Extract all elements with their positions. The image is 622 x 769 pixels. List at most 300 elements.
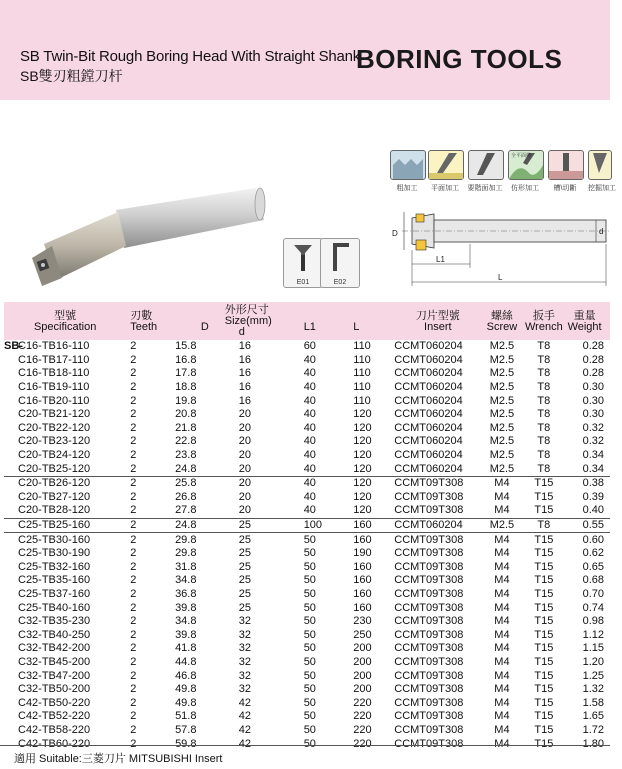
cell-L1 (290, 491, 354, 505)
cell-value-L: 110 (353, 394, 371, 407)
cell-insert (390, 656, 481, 670)
cell-value-L: 190 (353, 547, 372, 560)
cell-weight (565, 669, 610, 683)
cell-spec (4, 408, 126, 422)
cell-value-L: 120 (353, 449, 372, 462)
cell-value-teeth: 2 (130, 710, 137, 723)
insert-e02 (320, 238, 360, 288)
cell-screw (481, 408, 522, 422)
cell-value-screw: M2.5 (489, 408, 515, 421)
cell-value-teeth: 2 (130, 655, 137, 668)
cell-value-D: 29.8 (175, 533, 197, 546)
cell-value-insert: CCMT060204 (394, 449, 463, 462)
cell-value-d: 32 (238, 642, 251, 655)
cell-weight (565, 574, 610, 588)
cell-wrench (523, 601, 566, 615)
cell-L (353, 394, 390, 408)
cell-weight (565, 601, 610, 615)
cell-value-spec: C16-TB19-110 (18, 381, 90, 394)
cell-value-wrench: T8 (537, 367, 551, 380)
cell-value-d: 25 (238, 533, 251, 546)
cell-spec (4, 601, 126, 615)
cell-L (353, 408, 390, 422)
cell-screw (481, 354, 522, 368)
cell-L1 (290, 394, 354, 408)
cell-weight (565, 340, 610, 354)
table-row (4, 422, 610, 436)
cell-value-teeth: 2 (130, 533, 137, 546)
cell-value-teeth: 2 (130, 462, 137, 475)
cell-D (169, 340, 235, 354)
cell-value-spec: C25-TB40-160 (18, 601, 91, 614)
cell-value-weight: 1.15 (582, 642, 604, 655)
cell-insert (390, 696, 481, 710)
cell-value-weight: 1.32 (582, 683, 604, 696)
digging-icon (588, 150, 612, 180)
cell-value-spec: C42-TB52-220 (18, 710, 91, 723)
cell-L1 (290, 518, 354, 533)
cell-screw (481, 642, 522, 656)
cell-value-d: 20 (238, 462, 251, 475)
cell-D (169, 696, 235, 710)
cell-spec (4, 574, 126, 588)
cell-value-screw: M2.5 (489, 435, 515, 448)
cell-spec (4, 656, 126, 670)
cell-value-screw: M2.5 (489, 353, 515, 366)
cell-D (169, 435, 235, 449)
cell-wrench (523, 724, 566, 738)
cell-value-weight: 0.39 (582, 490, 604, 503)
cell-value-weight: 0.98 (582, 615, 604, 628)
cell-spec (4, 615, 126, 629)
cell-value-insert: CCMT09T308 (394, 490, 464, 503)
cell-value-insert: CCMT060204 (394, 435, 463, 448)
cell-L1 (290, 574, 354, 588)
cell-value-insert: CCMT09T308 (394, 737, 464, 750)
cell-value-L1: 40 (303, 421, 316, 434)
cell-wrench (523, 696, 566, 710)
cell-value-D: 25.8 (175, 477, 197, 490)
cell-D (169, 683, 235, 697)
cell-L1 (290, 367, 354, 381)
cell-value-teeth: 2 (130, 504, 137, 517)
cell-value-wrench: T15 (534, 477, 554, 490)
table-row (4, 601, 610, 615)
cell-value-weight: 1.58 (582, 696, 604, 709)
cell-screw (481, 381, 522, 395)
table-row (4, 588, 610, 602)
cell-D (169, 547, 235, 561)
cell-spec (4, 435, 126, 449)
cell-L (353, 615, 390, 629)
cell-L1 (290, 422, 354, 436)
cell-value-spec: C16-TB17-110 (18, 353, 90, 366)
cell-value-L1: 100 (303, 519, 323, 532)
spec-prefix: SB- (4, 340, 23, 353)
cell-value-teeth: 2 (130, 435, 137, 448)
cell-d (235, 588, 290, 602)
cell-value-L1: 50 (303, 587, 316, 600)
cell-value-teeth: 2 (130, 628, 137, 641)
cell-value-D: 27.8 (175, 504, 197, 517)
cell-value-spec: C16-TB18-110 (18, 367, 90, 380)
header-d: 外形尺寸Size(mm) d (224, 304, 272, 338)
cell-d (235, 394, 290, 408)
cell-value-spec: C25-TB30-190 (18, 547, 91, 560)
cell-D (169, 408, 235, 422)
table-row (4, 518, 610, 533)
cell-value-spec: C32-TB40-250 (18, 628, 91, 641)
cell-teeth (126, 354, 169, 368)
cell-L1 (290, 601, 354, 615)
cell-value-insert: CCMT09T308 (394, 601, 464, 614)
cell-value-d: 16 (238, 353, 251, 366)
cell-value-wrench: T8 (537, 408, 551, 421)
cell-D (169, 518, 235, 533)
cell-value-weight: 0.32 (582, 435, 604, 448)
cell-teeth (126, 340, 169, 354)
cell-teeth (126, 588, 169, 602)
cell-value-L: 220 (353, 710, 372, 723)
table-row (4, 533, 610, 547)
cell-value-L1: 40 (303, 353, 316, 366)
cell-value-weight: 1.25 (582, 669, 604, 682)
cell-value-d: 42 (238, 737, 251, 750)
cell-D (169, 462, 235, 476)
cell-value-d: 25 (238, 574, 251, 587)
cell-teeth (126, 724, 169, 738)
cell-L (353, 354, 390, 368)
cell-value-screw: M4 (494, 723, 510, 736)
tool-drawing (382, 208, 610, 292)
cell-D (169, 628, 235, 642)
cell-D (169, 354, 235, 368)
cell-value-d: 20 (238, 435, 251, 448)
cell-screw (481, 615, 522, 629)
cell-value-teeth: 2 (130, 683, 137, 696)
cell-teeth (126, 476, 169, 490)
cell-value-screw: M4 (494, 669, 510, 682)
cell-weight (565, 724, 610, 738)
cell-value-L1: 60 (303, 340, 316, 353)
cell-value-wrench: T15 (534, 574, 554, 587)
cell-d (235, 422, 290, 436)
cell-d (235, 628, 290, 642)
cell-value-D: 49.8 (175, 683, 197, 696)
cell-D (169, 669, 235, 683)
cell-teeth (126, 408, 169, 422)
cell-value-D: 26.8 (175, 490, 197, 503)
cell-value-spec: C16-TB16-110 (18, 340, 90, 353)
cell-wrench (523, 462, 566, 476)
cell-D (169, 422, 235, 436)
cell-value-L1: 50 (303, 628, 316, 641)
cell-wrench (523, 504, 566, 518)
cell-teeth (126, 615, 169, 629)
cell-value-D: 24.8 (175, 462, 197, 475)
cell-value-weight: 0.34 (582, 449, 604, 462)
cell-spec (4, 642, 126, 656)
cell-wrench (523, 476, 566, 490)
cell-teeth (126, 561, 169, 575)
label-d: d (599, 227, 604, 236)
cell-value-d: 25 (238, 601, 251, 614)
cell-weight (565, 518, 610, 533)
cell-value-L1: 40 (303, 449, 316, 462)
cell-L (353, 696, 390, 710)
cell-d (235, 340, 290, 354)
cell-value-L: 120 (353, 504, 372, 517)
cell-value-D: 17.8 (175, 367, 197, 380)
cell-L1 (290, 547, 354, 561)
cell-value-weight: 0.30 (582, 381, 604, 394)
cell-value-wrench: T15 (534, 737, 554, 750)
cell-value-d: 20 (238, 477, 251, 490)
cell-D (169, 476, 235, 490)
cell-screw (481, 669, 522, 683)
cell-value-d: 42 (238, 723, 251, 736)
cell-weight (565, 394, 610, 408)
cell-value-weight: 0.28 (582, 367, 604, 380)
cell-value-spec: C20-TB28-120 (18, 504, 91, 517)
cell-value-D: 15.8 (175, 340, 197, 353)
table-row (4, 394, 610, 408)
cell-value-D: 39.8 (175, 628, 197, 641)
cell-insert (390, 462, 481, 476)
cell-value-wrench: T8 (537, 340, 551, 353)
header-wrench: 扳手 Wrench (524, 309, 563, 333)
cell-weight (565, 696, 610, 710)
cell-value-teeth: 2 (130, 723, 137, 736)
cell-value-screw: M4 (494, 587, 510, 600)
cell-value-spec: C20-TB21-120 (18, 408, 91, 421)
op-label-3: 要階面加工 (467, 185, 503, 192)
cell-value-teeth: 2 (130, 574, 137, 587)
cell-value-L1: 50 (303, 547, 316, 560)
cell-value-L: 230 (353, 615, 372, 628)
cell-value-teeth: 2 (130, 587, 137, 600)
cell-teeth (126, 435, 169, 449)
cell-wrench (523, 615, 566, 629)
cell-L (353, 381, 390, 395)
cell-teeth (126, 656, 169, 670)
cell-value-D: 44.8 (175, 655, 197, 668)
cell-value-screw: M2.5 (489, 462, 515, 475)
cell-value-insert: CCMT060204 (394, 462, 463, 475)
brand-heading: BORING TOOLS (356, 44, 563, 74)
cell-value-L: 200 (353, 683, 372, 696)
cell-value-L1: 50 (303, 601, 316, 614)
cell-value-insert: CCMT09T308 (394, 547, 464, 560)
cell-value-screw: M4 (494, 504, 510, 517)
cell-wrench (523, 561, 566, 575)
cell-d (235, 642, 290, 656)
cell-D (169, 588, 235, 602)
cell-screw (481, 710, 522, 724)
cell-wrench (523, 340, 566, 354)
header-L1: L1 (303, 320, 316, 333)
header-weight: 重量 Weight (567, 309, 602, 333)
cell-value-weight: 0.68 (582, 574, 604, 587)
cell-L1 (290, 354, 354, 368)
cell-value-screw: M4 (494, 477, 510, 490)
cell-teeth (126, 547, 169, 561)
cell-value-L: 160 (353, 601, 372, 614)
cell-value-weight: 0.32 (582, 421, 604, 434)
cell-value-teeth: 2 (130, 408, 137, 421)
cell-value-wrench: T15 (534, 655, 554, 668)
cell-spec (4, 724, 126, 738)
cell-value-L: 110 (353, 381, 371, 394)
cell-value-wrench: T15 (534, 710, 554, 723)
cell-value-spec: C20-TB23-120 (18, 435, 91, 448)
cell-d (235, 408, 290, 422)
cell-screw (481, 574, 522, 588)
header-banner (0, 0, 610, 100)
cell-value-D: 31.8 (175, 560, 197, 573)
cell-value-wrench: T15 (534, 504, 554, 517)
cell-value-d: 20 (238, 504, 251, 517)
cell-value-spec: C32-TB50-200 (18, 683, 91, 696)
cell-wrench (523, 547, 566, 561)
cell-value-d: 16 (238, 381, 251, 394)
cell-weight (565, 381, 610, 395)
cell-value-insert: CCMT060204 (394, 519, 463, 532)
cell-value-L1: 40 (303, 381, 316, 394)
cell-spec (4, 710, 126, 724)
cell-L (353, 518, 390, 533)
cell-L (353, 724, 390, 738)
cell-L1 (290, 435, 354, 449)
cell-value-D: 49.8 (175, 696, 197, 709)
cell-wrench (523, 683, 566, 697)
cell-value-L1: 40 (303, 394, 316, 407)
cell-value-L: 120 (353, 462, 372, 475)
cell-insert (390, 504, 481, 518)
cell-value-insert: CCMT09T308 (394, 710, 464, 723)
cell-value-screw: M2.5 (489, 367, 515, 380)
cell-insert (390, 476, 481, 490)
cell-spec (4, 476, 126, 490)
cell-value-d: 42 (238, 696, 251, 709)
table-row (4, 462, 610, 476)
cell-insert (390, 547, 481, 561)
cell-value-L1: 40 (303, 408, 316, 421)
cell-spec (4, 588, 126, 602)
cell-value-insert: CCMT09T308 (394, 655, 464, 668)
cell-teeth (126, 394, 169, 408)
cell-L1 (290, 340, 354, 354)
cell-value-weight: 1.12 (582, 628, 604, 641)
cell-weight (565, 683, 610, 697)
title-english: SB Twin-Bit Rough Boring Head With Straight Shank (20, 48, 361, 65)
cell-value-d: 20 (238, 449, 251, 462)
cell-value-teeth: 2 (130, 477, 137, 490)
header-size: 外形尺寸Size(mm) (224, 304, 272, 327)
cell-screw (481, 683, 522, 697)
cell-value-weight: 0.30 (582, 394, 604, 407)
cell-wrench (523, 710, 566, 724)
cell-value-teeth: 2 (130, 560, 137, 573)
table-row (4, 696, 610, 710)
cell-teeth (126, 381, 169, 395)
cell-value-L1: 40 (303, 477, 316, 490)
cell-value-insert: CCMT060204 (394, 367, 463, 380)
cell-L1 (290, 561, 354, 575)
cell-value-L: 120 (353, 421, 372, 434)
table-row (4, 449, 610, 463)
cell-value-insert: CCMT09T308 (394, 723, 464, 736)
cell-insert (390, 367, 481, 381)
cell-insert (390, 628, 481, 642)
cell-L1 (290, 656, 354, 670)
cell-L1 (290, 628, 354, 642)
cell-L (353, 656, 390, 670)
cell-L1 (290, 683, 354, 697)
cell-teeth (126, 504, 169, 518)
cell-value-wrench: T15 (534, 642, 554, 655)
table-row (4, 340, 610, 354)
cell-value-screw: M4 (494, 737, 510, 750)
cell-L (353, 547, 390, 561)
cell-d (235, 561, 290, 575)
label-L1: L1 (436, 255, 445, 264)
cell-value-teeth: 2 (130, 669, 137, 682)
cell-D (169, 504, 235, 518)
cell-L1 (290, 449, 354, 463)
cell-value-d: 25 (238, 587, 251, 600)
cell-weight (565, 656, 610, 670)
cell-weight (565, 354, 610, 368)
cell-weight (565, 561, 610, 575)
cell-value-weight: 1.20 (582, 655, 604, 668)
cell-value-wrench: T15 (534, 696, 554, 709)
cell-d (235, 710, 290, 724)
cell-value-L: 110 (353, 353, 371, 366)
cell-insert (390, 724, 481, 738)
op-label-6: 挖掘加工 (588, 185, 616, 192)
cell-L (353, 340, 390, 354)
cell-teeth (126, 683, 169, 697)
cell-D (169, 449, 235, 463)
cell-L1 (290, 381, 354, 395)
cell-teeth (126, 696, 169, 710)
cell-value-insert: CCMT09T308 (394, 696, 464, 709)
cell-value-L: 200 (353, 669, 372, 682)
cell-d (235, 504, 290, 518)
cell-teeth (126, 518, 169, 533)
cell-d (235, 696, 290, 710)
cell-value-wrench: T15 (534, 601, 554, 614)
cell-value-L1: 50 (303, 642, 316, 655)
cell-value-weight: 0.62 (582, 547, 604, 560)
cell-value-spec: C25-TB25-160 (18, 519, 91, 532)
table-row (4, 476, 610, 490)
cell-value-screw: M2.5 (489, 394, 515, 407)
cell-value-spec: C20-TB27-120 (18, 490, 91, 503)
cell-teeth (126, 491, 169, 505)
cell-spec (4, 354, 126, 368)
op-label-1: 粗加工 (396, 185, 418, 192)
cell-wrench (523, 381, 566, 395)
cell-value-spec: C16-TB20-110 (18, 394, 90, 407)
cell-L1 (290, 724, 354, 738)
table-row (4, 669, 610, 683)
cell-value-d: 16 (238, 340, 251, 353)
cell-value-wrench: T15 (534, 587, 554, 600)
cell-insert (390, 381, 481, 395)
cell-value-L1: 40 (303, 490, 316, 503)
